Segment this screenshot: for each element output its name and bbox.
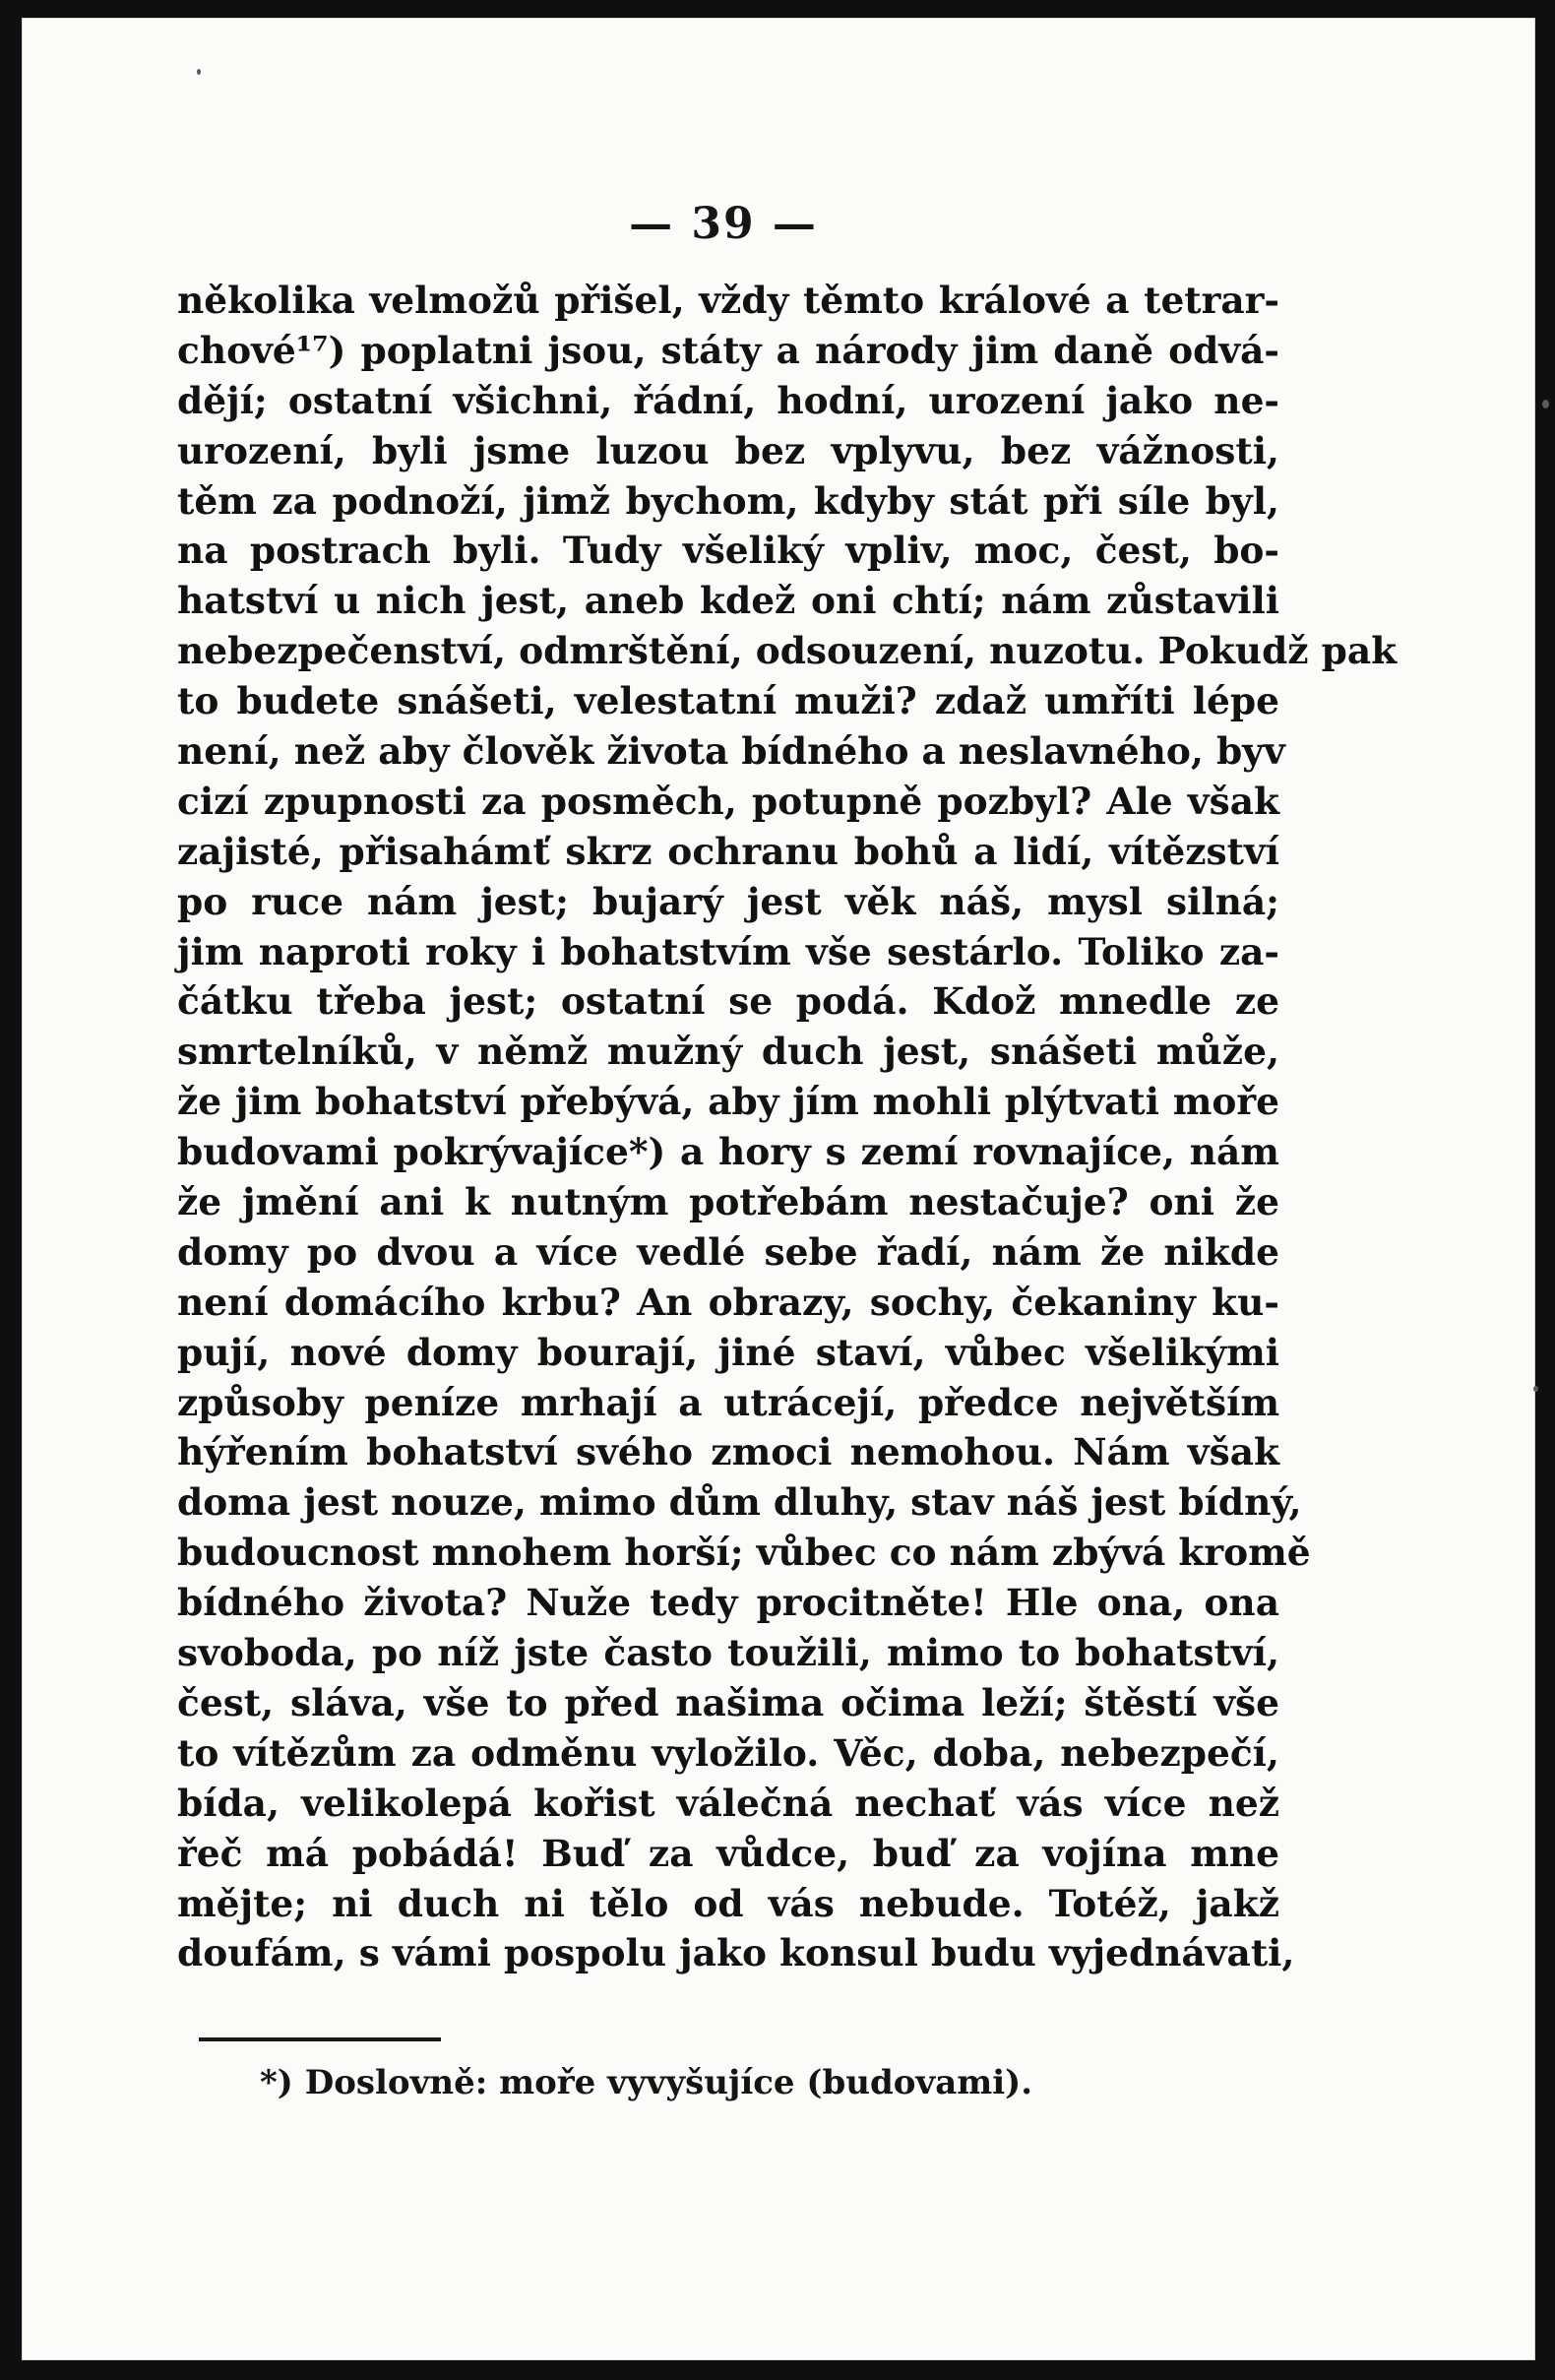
page-number: — 39 — bbox=[629, 199, 818, 249]
footnote: *) Doslovně: moře vyvyšujíce (budovami). bbox=[260, 2063, 1033, 2102]
text-line: budovami pokrývajíce*) a hory s zemí rovnajíce, nám bbox=[177, 1130, 1279, 1174]
text-line: čest, sláva, vše to před našima očima leží; štěstí vše bbox=[177, 1680, 1279, 1724]
text-line: domy po dvou a více vedlé sebe řadí, nám že nikde bbox=[177, 1229, 1279, 1274]
text-line: dějí; ostatní všichni, řádní, hodní, urození jako ne- bbox=[177, 378, 1279, 422]
text-line: urození, byli jsme luzou bez vplyvu, bez vážnosti, bbox=[177, 428, 1279, 472]
paper-speck bbox=[197, 69, 201, 75]
text-line: smrtelníků, v němž mužný duch jest, snášeti může, bbox=[177, 1030, 1279, 1074]
text-line: čátku třeba jest; ostatní se podá. Kdož mnedle ze bbox=[177, 979, 1279, 1024]
text-line: doufám, s vámi pospolu jako konsul budu vyjednávati, bbox=[177, 1931, 1295, 1975]
text-line: není, než aby člověk života bídného a neslavného, byv bbox=[177, 729, 1285, 774]
text-line: nebezpečenství, odmrštění, odsouzení, nuzotu. Pokudž pak bbox=[177, 629, 1398, 673]
text-line: že jmění ani k nutným potřebám nestačuje? oni že bbox=[177, 1180, 1279, 1224]
text-line: mějte; ni duch ni tělo od vás nebude. Totéž, jakž bbox=[177, 1881, 1279, 1925]
text-line: není domácího krbu? An obrazy, sochy, čekaniny ku- bbox=[177, 1280, 1279, 1324]
text-line: na postrach byli. Tudy všeliký vpliv, moc, čest, bo- bbox=[177, 529, 1279, 573]
text-line: bída, velikolepá kořist válečná nechať vás více než bbox=[177, 1781, 1279, 1825]
text-line: hýřením bohatství svého zmoci nemohou. Nám však bbox=[177, 1430, 1279, 1474]
text-line: zajisté, přisahámť skrz ochranu bohů a lidí, vítězství bbox=[177, 829, 1279, 873]
text-line: po ruce nám jest; bujarý jest věk náš, mysl silná; bbox=[177, 879, 1279, 923]
text-line: to vítězům za odměnu vyložilo. Věc, doba, nebezpečí, bbox=[177, 1730, 1279, 1775]
text-line: doma jest nouze, mimo dům dluhy, stav náš jest bídný, bbox=[177, 1480, 1302, 1525]
text-line: několika velmožů přišel, vždy těmto králové a tetrar- bbox=[177, 279, 1279, 322]
text-line: způsoby peníze mrhají a utrácejí, předce největším bbox=[177, 1380, 1279, 1424]
paper-speck bbox=[1542, 400, 1549, 408]
text-line: že jim bohatství přebývá, aby jím mohli plýtvati moře bbox=[177, 1080, 1279, 1124]
text-line: svoboda, po níž jste často toužili, mimo to bohatství, bbox=[177, 1631, 1279, 1675]
footnote-rule bbox=[199, 2037, 441, 2041]
body-text bbox=[177, 276, 1398, 1978]
text-line: chové¹⁷) poplatni jsou, státy a národy jim daně odvá- bbox=[177, 328, 1279, 372]
paper-speck bbox=[1533, 1386, 1538, 1392]
text-line: těm za podnoží, jimž bychom, kdyby stát při síle byl, bbox=[177, 478, 1279, 523]
text-line: cizí zpupnosti za posměch, potupně pozbyl? Ale však bbox=[177, 779, 1279, 823]
text-line: pují, nové domy bourají, jiné staví, vůbec všelikými bbox=[177, 1330, 1279, 1374]
text-line: bídného života? Nuže tedy procitněte! Hle ona, ona bbox=[177, 1581, 1279, 1625]
text-line: to budete snášeti, velestatní muži? zdaž umříti lépe bbox=[177, 679, 1279, 723]
text-line: jim naproti roky i bohatstvím vše sestárlo. Toliko za- bbox=[177, 929, 1279, 973]
text-line: budoucnost mnohem horší; vůbec co nám zbývá kromě bbox=[177, 1531, 1311, 1575]
text-line: hatství u nich jest, aneb kdež oni chtí; nám zůstavili bbox=[177, 579, 1279, 623]
text-line: řeč má pobádá! Buď za vůdce, buď za vojína mne bbox=[177, 1831, 1279, 1875]
